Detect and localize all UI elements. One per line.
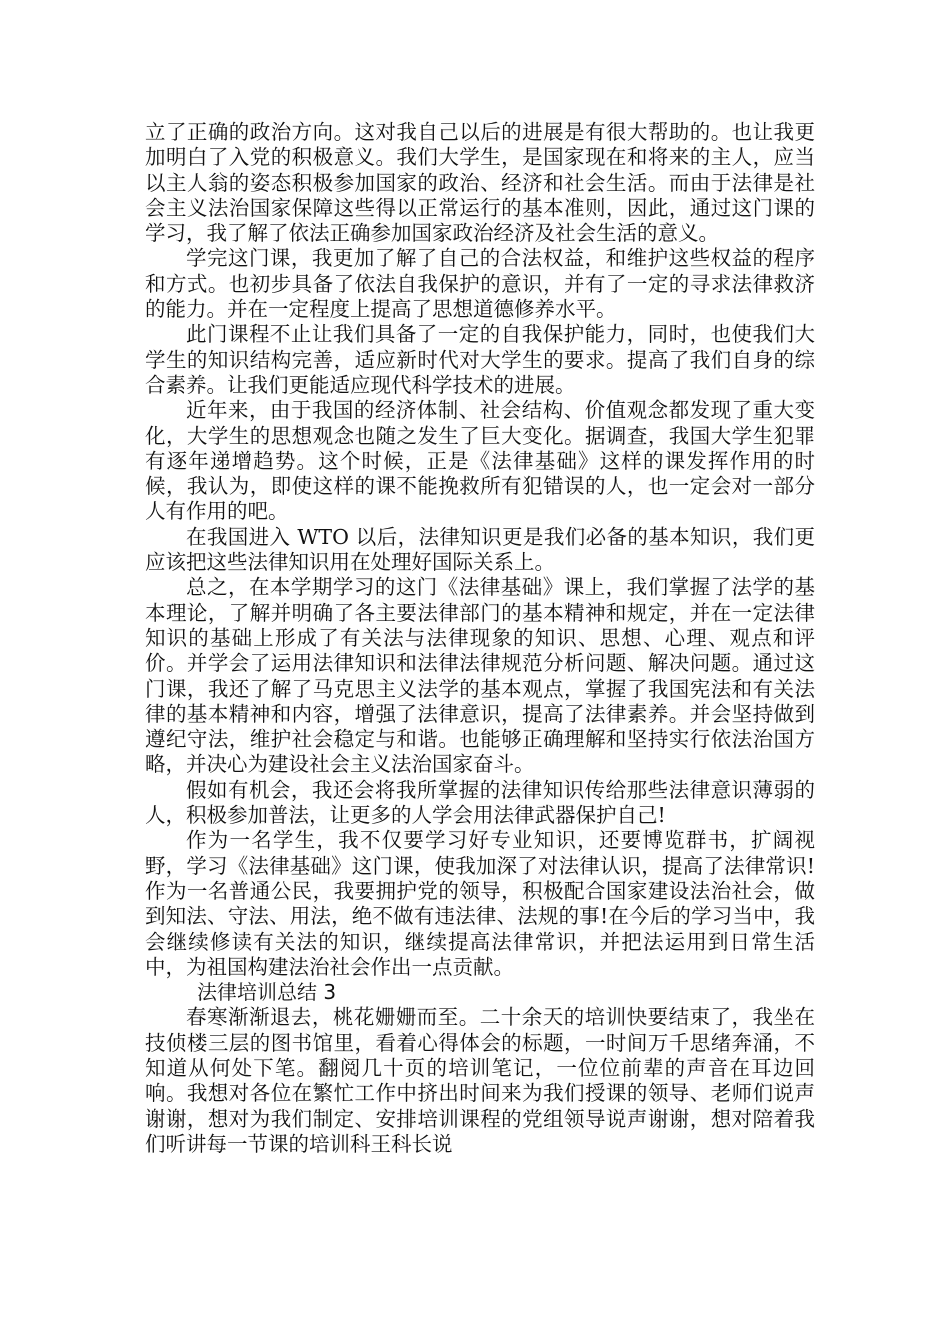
paragraph-6: 总之，在本学期学习的这门《法律基础》课上，我们掌握了法学的基本理论，了解并明确了各主要法律部门的基本精神和规定，并在一定法律知识的基础上形成了有关法与法律现象的知识、思想、心理、观点和评价。并学会了运用法律知识和法律法律规范分析问题、解决问题。通过这门课，我还了解了马克思主义法学的基本观点，掌握了我国宪法和有关法律的基本精神和内容，增强了法律意识，提高了法律素养。并会坚持做到遵纪守法，维护社会稳定与和谐。也能够正确理解和坚持实行依法治国方略，并决心为建设社会主义法治国家奋斗。 <box>145 575 815 777</box>
paragraph-2: 学完这门课，我更加了解了自己的合法权益，和维护这些权益的程序和方式。也初步具备了依法自我保护的意识，并有了一定的寻求法律救济的能力。并在一定程度上提高了思想道德修养水平。 <box>145 246 815 322</box>
paragraph-3: 此门课程不止让我们具备了一定的自我保护能力，同时，也使我们大学生的知识结构完善，适应新时代对大学生的要求。提高了我们自身的综合素养。让我们更能适应现代科学技术的进展。 <box>145 322 815 397</box>
paragraph-1: 立了正确的政治方向。这对我自己以后的进展是有很大帮助的。也让我更加明白了入党的积极意义。我们大学生，是国家现在和将来的主人，应当以主人翁的姿态积极参加国家的政治、经济和社会生活。而由于法律是社会主义法治国家保障这些得以正常运行的基本准则，因此，通过这门课的学习，我了解了依法正确参加国家政治经济及社会生活的意义。 <box>145 120 815 246</box>
paragraph-5: 在我国进入 WTO 以后，法律知识更是我们必备的基本知识，我们更应该把这些法律知识用在处理好国际关系上。 <box>145 524 815 575</box>
paragraph-8: 作为一名学生，我不仅要学习好专业知识，还要博览群书，扩阔视野，学习《法律基础》这门课，使我加深了对法律认识，提高了法律常识!作为一名普通公民，我要拥护党的领导，积极配合国家建设法治社会，做到知法、守法、用法，绝不做有违法律、法规的事!在今后的学习当中，我会继续修读有关法的知识，继续提高法律常识，并把法运用到日常生活中，为祖国构建法治社会作出一点贡献。 <box>145 828 815 979</box>
section-heading: 法律培训总结 3 <box>197 980 337 1005</box>
paragraph-final: 春寒渐渐退去，桃花姗姗而至。二十余天的培训快要结束了，我坐在技侦楼三层的图书馆里，看着心得体会的标题，一时间万千思绪奔涌，不知道从何处下笔。翻阅几十页的培训笔记，一位位前辈的声音在耳边回响。我想对各位在繁忙工作中挤出时间来为我们授课的领导、老师们说声谢谢，想对为我们制定、安排培训课程的党组领导说声谢谢，想对陪着我们听讲每一节课的培训科王科长说 <box>145 1005 815 1156</box>
paragraph-4: 近年来，由于我国的经济体制、社会结构、价值观念都发现了重大变化，大学生的思想观念也随之发生了巨大变化。据调查，我国大学生犯罪有逐年递增趋势。这个时候，正是《法律基础》这样的课发挥作用的时候，我认为，即使这样的课不能挽救所有犯错误的人，也一定会对一部分人有作用的吧。 <box>145 398 815 524</box>
document-body <box>145 120 815 1157</box>
paragraph-7: 假如有机会，我还会将我所掌握的法律知识传给那些法律意识薄弱的人，积极参加普法，让更多的人学会用法律武器保护自己! <box>145 777 815 828</box>
